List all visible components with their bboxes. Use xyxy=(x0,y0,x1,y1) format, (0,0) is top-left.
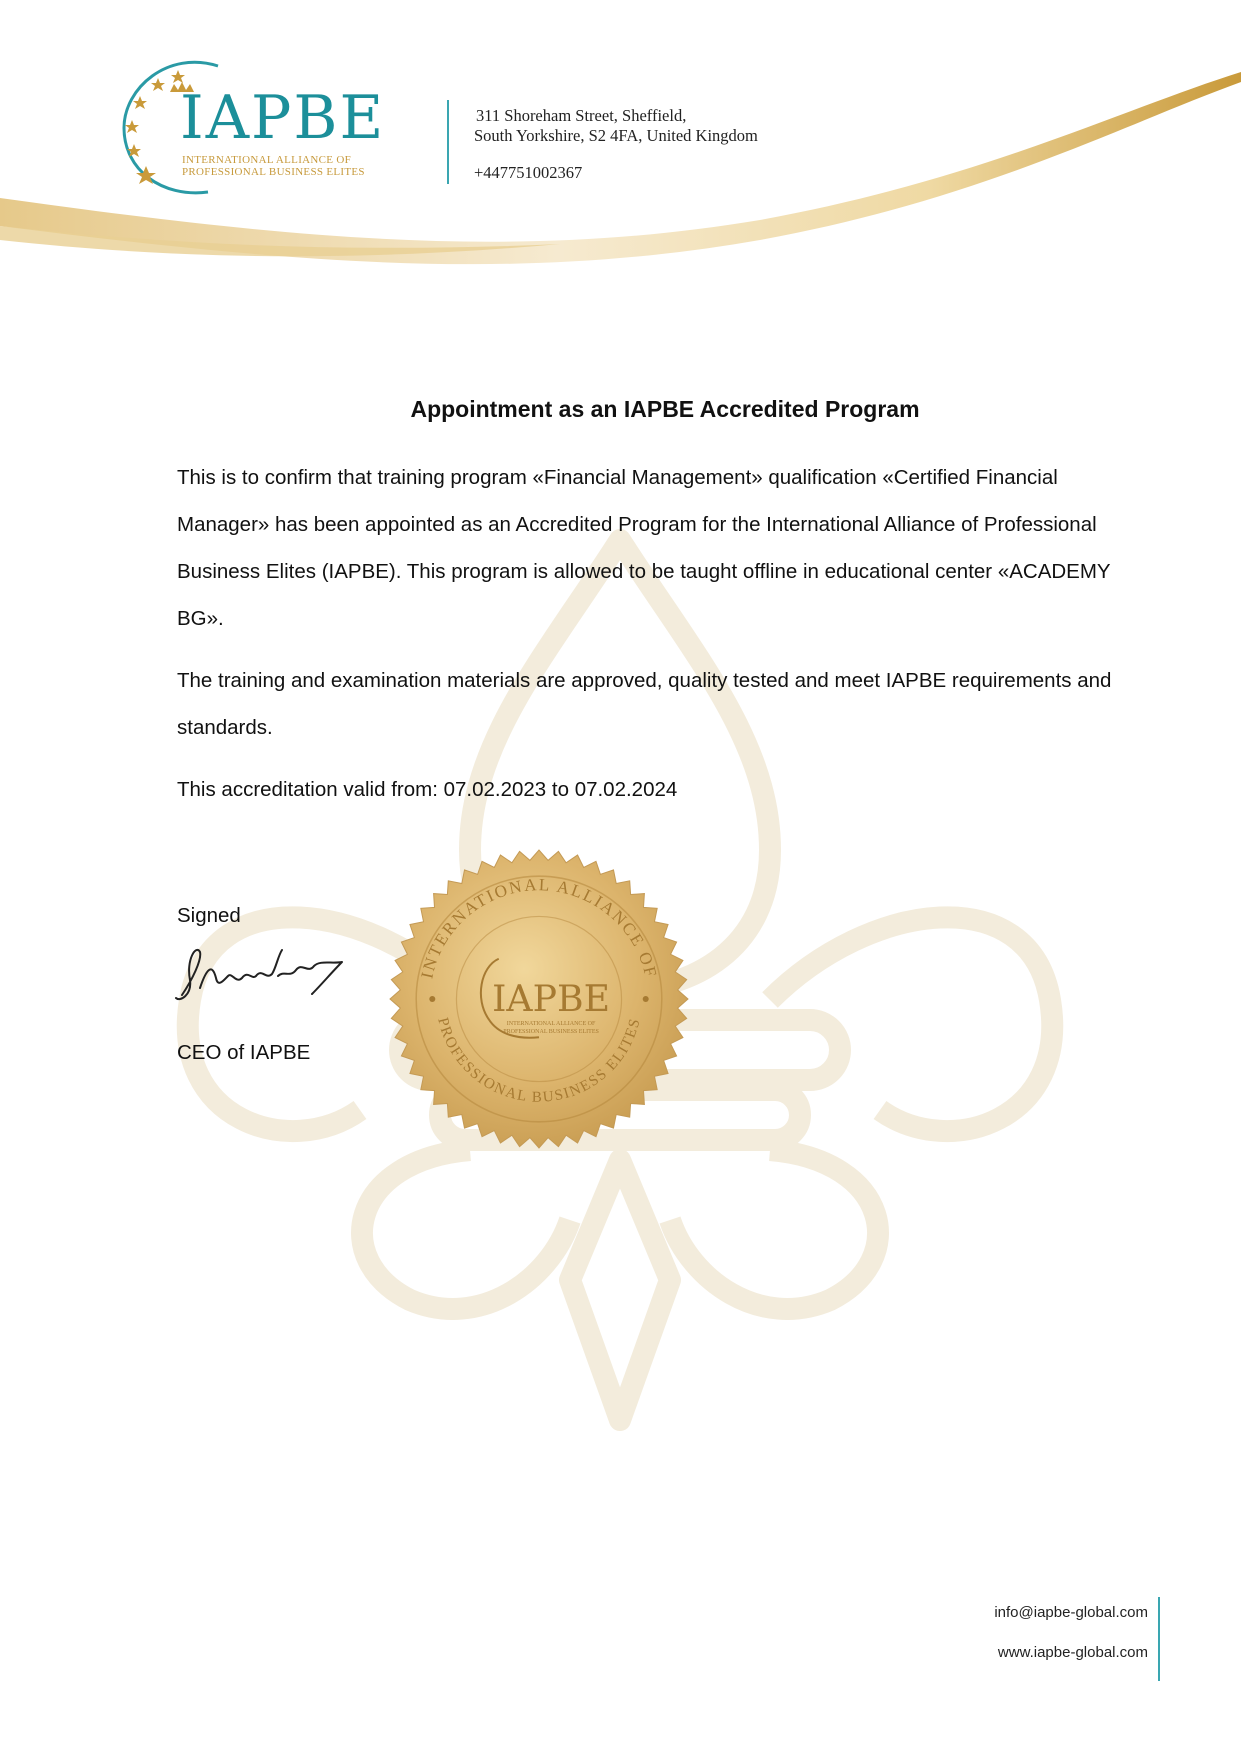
seal-center-word: IAPBE xyxy=(492,977,611,1021)
address-line1: 311 Shoreham Street, Sheffield, xyxy=(476,106,687,125)
seal-center-sub-line1: INTERNATIONAL ALLIANCE OF xyxy=(506,1021,596,1028)
seal-ring-text-top: INTERNATIONAL ALLIANCE OF xyxy=(417,875,661,981)
handwritten-signature xyxy=(172,940,352,1010)
signed-label: Signed xyxy=(177,904,241,927)
seal-ring-text-bottom: PROFESSIONAL BUSINESS ELITES xyxy=(434,1016,644,1106)
gold-seal xyxy=(388,848,690,1150)
footer-divider xyxy=(1158,1597,1160,1681)
logo-wordmark: IAPBE xyxy=(180,83,386,153)
signer-title: CEO of IAPBE xyxy=(177,1041,311,1064)
logo-subtitle-line1: INTERNATIONAL ALLIANCE OF xyxy=(182,154,352,166)
paragraph-materials: The training and examination materials are approved, quality tested and meet IAPBE requirements and standards. xyxy=(177,669,1112,739)
footer-email[interactable]: info@iapbe-global.com xyxy=(994,1604,1148,1621)
header-divider xyxy=(447,100,449,184)
address-line2: South Yorkshire, S2 4FA, United Kingdom xyxy=(474,126,758,145)
footer-website[interactable]: www.iapbe-global.com xyxy=(997,1644,1148,1661)
validity-period: This accreditation valid from: 07.02.2023 to 07.02.2024 xyxy=(177,778,678,801)
seal-center-sub-line2: PROFESSIONAL BUSINESS ELITES xyxy=(503,1029,599,1036)
paragraph-confirmation: This is to confirm that training program «Financial Management» qualification «Certified Financial Manager» has been appointed as an Accredited Program for the International Alliance of Professional Business Elites (IAPBE). This program is allowed to be taught offline in educational center «ACADEMY BG». xyxy=(177,466,1111,630)
document-title: Appointment as an IAPBE Accredited Program xyxy=(410,396,920,422)
iapbe-logo xyxy=(118,58,386,198)
phone-number: +447751002367 xyxy=(474,163,583,182)
logo-subtitle-line2: PROFESSIONAL BUSINESS ELITES xyxy=(182,166,365,178)
